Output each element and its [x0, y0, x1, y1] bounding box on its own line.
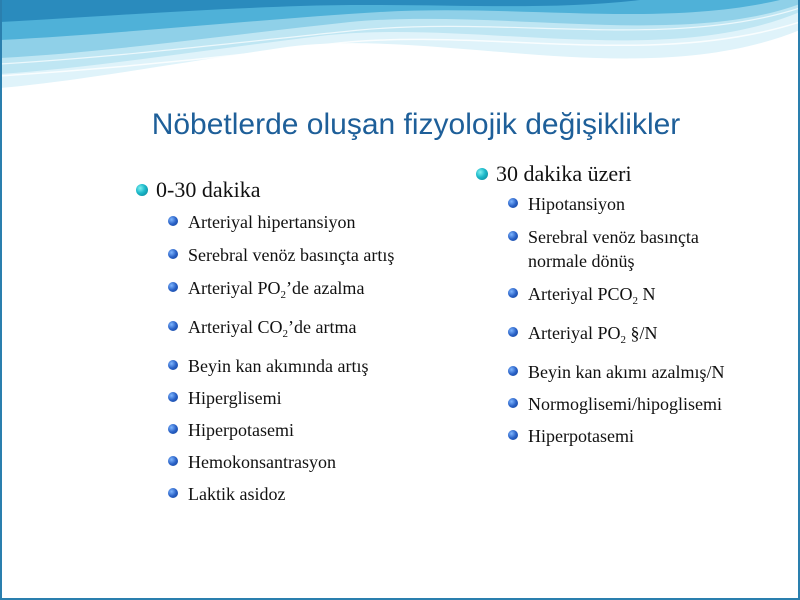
level2-bullet-icon	[168, 321, 178, 331]
left-heading	[136, 176, 456, 204]
right-item-text: Arteriyal PO	[528, 323, 621, 343]
right-item	[508, 282, 786, 309]
left-column	[136, 176, 456, 506]
level2-bullet-icon	[168, 249, 178, 259]
right-item-text-suffix: §/N	[625, 323, 658, 343]
right-item-text: Hiperpotasemi	[528, 426, 634, 446]
left-item-text: Beyin kan akımında artış	[188, 356, 369, 376]
level2-bullet-icon	[168, 216, 178, 226]
level2-bullet-icon	[508, 231, 518, 241]
right-item-text-suffix: N	[637, 284, 656, 304]
left-item	[168, 418, 456, 442]
right-item	[508, 424, 786, 448]
left-item-text: Arteriyal PO	[188, 278, 281, 298]
left-item	[168, 210, 456, 234]
left-item-text: Hemokonsantrasyon	[188, 452, 336, 472]
right-item-text: Hipotansiyon	[528, 194, 625, 214]
left-item-text: Serebral venöz basınçta artış	[188, 245, 395, 265]
left-item	[168, 315, 456, 342]
level2-bullet-icon	[168, 424, 178, 434]
right-item	[508, 192, 786, 216]
right-item	[508, 360, 786, 384]
level2-bullet-icon	[508, 398, 518, 408]
subscript: 2	[632, 295, 638, 307]
level2-bullet-icon	[168, 282, 178, 292]
left-item	[168, 243, 456, 267]
left-item	[168, 450, 456, 474]
subscript: 2	[282, 328, 288, 340]
level2-bullet-icon	[508, 288, 518, 298]
left-item	[168, 482, 456, 506]
left-item-text: Hiperpotasemi	[188, 420, 294, 440]
right-item	[508, 321, 786, 348]
level2-bullet-icon	[168, 360, 178, 370]
level2-bullet-icon	[508, 366, 518, 376]
level1-bullet-icon	[136, 184, 148, 196]
left-item	[168, 276, 456, 303]
header-wave-decoration	[0, 0, 800, 100]
level2-bullet-icon	[168, 488, 178, 498]
level2-bullet-icon	[508, 198, 518, 208]
left-item	[168, 386, 456, 410]
level2-bullet-icon	[168, 456, 178, 466]
right-column	[476, 160, 786, 448]
right-item-text: Arteriyal PCO	[528, 284, 633, 304]
right-heading-text: 30 dakika üzeri	[496, 161, 632, 186]
left-item-text-suffix: ’de artma	[287, 317, 357, 337]
subscript: 2	[280, 289, 286, 301]
level1-bullet-icon	[476, 168, 488, 180]
slide-title: Nöbetlerde oluşan fizyolojik değişiklikler	[151, 108, 681, 141]
left-item	[168, 354, 456, 378]
left-item-text: Arteriyal hipertansiyon	[188, 212, 356, 232]
left-item-text: Hiperglisemi	[188, 388, 282, 408]
slide-border-left	[0, 0, 2, 600]
right-item-text: Serebral venöz basınçta normale dönüş	[528, 227, 699, 271]
level2-bullet-icon	[508, 430, 518, 440]
level2-bullet-icon	[168, 392, 178, 402]
right-item	[508, 392, 786, 416]
right-item	[508, 225, 748, 273]
left-item-text: Laktik asidoz	[188, 484, 286, 504]
subscript: 2	[620, 334, 626, 346]
right-item-text: Normoglisemi/hipoglisemi	[528, 394, 722, 414]
left-item-text-suffix: ’de azalma	[285, 278, 365, 298]
level2-bullet-icon	[508, 327, 518, 337]
right-heading	[476, 160, 786, 188]
left-heading-text: 0-30 dakika	[156, 177, 261, 202]
right-item-text: Beyin kan akımı azalmış/N	[528, 362, 725, 382]
left-item-text: Arteriyal CO	[188, 317, 283, 337]
